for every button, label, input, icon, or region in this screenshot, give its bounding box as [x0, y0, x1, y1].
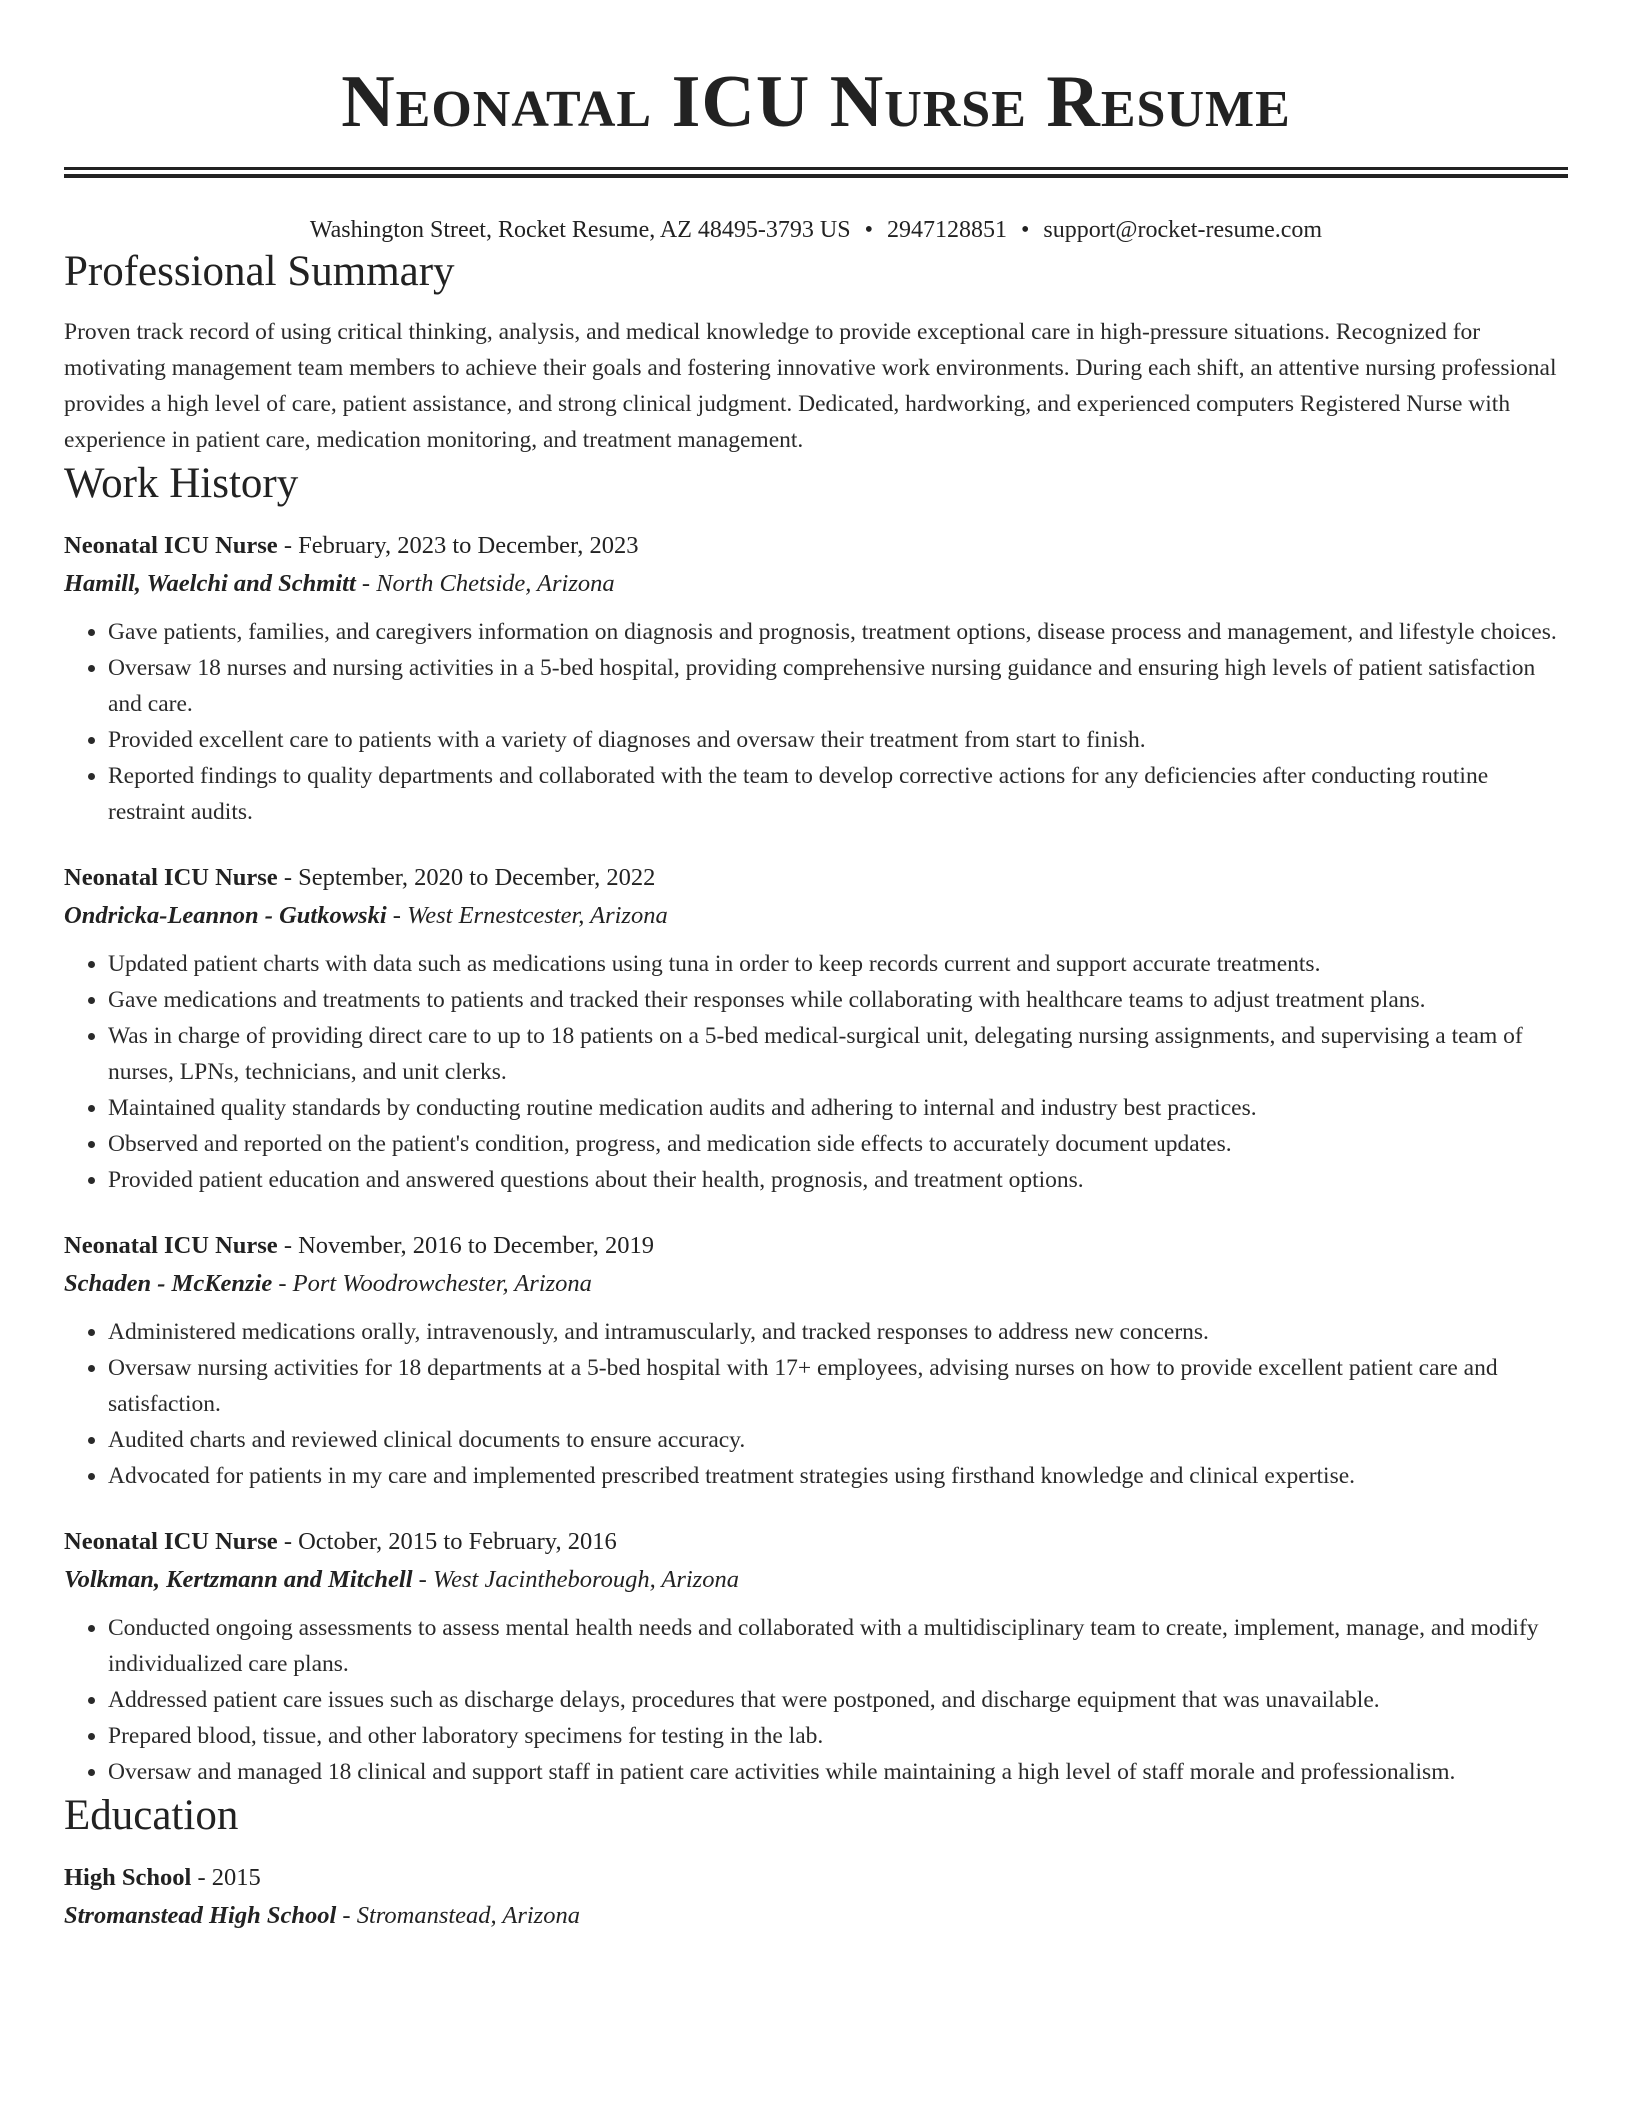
dash-separator: -: [386, 902, 408, 929]
job-bullet: • Was in charge of providing direct care to up to 18 patients on a 5-bed medical-surgical unit, delegating nursing assignments, and supervising a team of nurses, LPNs, technicians, and unit clerks.: [108, 1018, 1568, 1090]
company-name: Schaden - McKenzie: [64, 1270, 273, 1297]
job-bullets: [64, 1610, 1568, 1790]
dash-separator: -: [277, 532, 299, 559]
contact-separator: •: [1021, 217, 1030, 243]
dash-separator: -: [412, 1566, 433, 1593]
school-location: Stromanstead, Arizona: [356, 1902, 580, 1929]
job-entry: [64, 1228, 1568, 1494]
dash-separator: -: [191, 1864, 212, 1891]
degree-name: High School: [64, 1864, 192, 1891]
company-location: West Jacintheborough, Arizona: [432, 1566, 739, 1593]
contact-address: Washington Street, Rocket Resume, AZ 48495-3793 US: [309, 217, 851, 243]
summary-text: Proven track record of using critical thinking, analysis, and medical knowledge to provide exceptional care in high-pressure situations. Recognized for motivating management team members to achieve their goals and fostering innovative work environments. During each shift, an attentive nursing professional provides a high level of care, patient assistance, and strong clinical judgment. Dedicated, hardworking, and experienced computers Registered Nurse with experience in patient care, medication monitoring, and treatment management.: [64, 319, 1557, 453]
job-title: Neonatal ICU Nurse: [64, 1232, 278, 1259]
job-title-line: [64, 860, 1568, 896]
job-dates: October, 2015 to February, 2016: [298, 1528, 617, 1555]
job-bullet: • Oversaw 18 nurses and nursing activities in a 5-bed hospital, providing comprehensive nursing guidance and ensuring high levels of patient satisfaction and care.: [108, 650, 1568, 722]
job-bullet: • Observed and reported on the patient's condition, progress, and medication side effects to accurately document updates.: [108, 1126, 1568, 1162]
dash-separator: -: [277, 1528, 299, 1555]
title-divider: [64, 167, 1568, 178]
job-title: Neonatal ICU Nurse: [64, 864, 278, 891]
school-line: [64, 1896, 1568, 1936]
job-bullets: [64, 614, 1568, 830]
job-bullet: • Prepared blood, tissue, and other laboratory specimens for testing in the lab.: [108, 1718, 1568, 1754]
job-bullet: • Addressed patient care issues such as discharge delays, procedures that were postponed, and discharge equipment that was unavailable.: [108, 1682, 1568, 1718]
company-location: Port Woodrowchester, Arizona: [292, 1270, 592, 1297]
job-bullet: • Provided patient education and answered questions about their health, prognosis, and treatment options.: [108, 1162, 1568, 1198]
contact-phone: 2947128851: [887, 217, 1007, 243]
job-title: Neonatal ICU Nurse: [64, 532, 278, 559]
dash-separator: -: [355, 570, 377, 597]
job-bullet: • Updated patient charts with data such as medications using tuna in order to keep records current and support accurate treatments.: [108, 946, 1568, 982]
job-title-line: [64, 1228, 1568, 1264]
resume-title: Neonatal ICU Nurse Resume: [341, 61, 1291, 143]
job-bullets: [64, 946, 1568, 1198]
job-dates: February, 2023 to December, 2023: [298, 532, 639, 559]
dash-separator: -: [277, 864, 299, 891]
job-dates: November, 2016 to December, 2019: [298, 1232, 655, 1259]
company-location: North Chetside, Arizona: [376, 570, 615, 597]
company-line: [64, 896, 1568, 936]
contact-line: [64, 214, 1568, 246]
company-name: Volkman, Kertzmann and Mitchell: [64, 1566, 413, 1593]
job-bullet: • Gave medications and treatments to patients and tracked their responses while collaborating with healthcare teams to adjust treatment plans.: [108, 982, 1568, 1018]
graduation-year: 2015: [211, 1864, 261, 1891]
company-line: [64, 564, 1568, 604]
job-bullet: • Conducted ongoing assessments to assess mental health needs and collaborated with a multidisciplinary team to create, implement, manage, and modify individualized care plans.: [108, 1610, 1568, 1682]
job-bullet: • Audited charts and reviewed clinical documents to ensure accuracy.: [108, 1422, 1568, 1458]
degree-line: [64, 1860, 1568, 1896]
education-entry: [64, 1860, 1568, 1936]
job-bullet: • Oversaw nursing activities for 18 departments at a 5-bed hospital with 17+ employees, advising nurses on how to provide excellent patient care and satisfaction.: [108, 1350, 1568, 1422]
job-bullet: • Administered medications orally, intravenously, and intramuscularly, and tracked responses to address new concerns.: [108, 1314, 1568, 1350]
job-bullet: • Provided excellent care to patients with a variety of diagnoses and oversaw their treatment from start to finish.: [108, 722, 1568, 758]
job-bullet: • Gave patients, families, and caregivers information on diagnosis and prognosis, treatment options, disease process and management, and lifestyle choices.: [108, 614, 1568, 650]
company-line: [64, 1264, 1568, 1304]
job-bullet: • Maintained quality standards by conducting routine medication audits and adhering to internal and industry best practices.: [108, 1090, 1568, 1126]
dash-separator: -: [277, 1232, 299, 1259]
contact-email: support@rocket-resume.com: [1043, 217, 1323, 243]
job-entry: [64, 860, 1568, 1198]
company-line: [64, 1560, 1568, 1600]
company-name: Ondricka-Leannon - Gutkowski: [64, 902, 387, 929]
job-bullet: • Reported findings to quality departments and collaborated with the team to develop corrective actions for any deficiencies after conducting routine restraint audits.: [108, 758, 1568, 830]
school-name: Stromanstead High School: [64, 1902, 337, 1929]
job-bullets: [64, 1314, 1568, 1494]
summary-heading: Professional Summary: [64, 248, 455, 295]
job-bullet: • Advocated for patients in my care and implemented prescribed treatment strategies using firsthand knowledge and clinical expertise.: [108, 1458, 1568, 1494]
contact-separator: •: [864, 217, 873, 243]
dash-separator: -: [272, 1270, 293, 1297]
company-location: West Ernestcester, Arizona: [407, 902, 668, 929]
job-bullet: • Oversaw and managed 18 clinical and support staff in patient care activities while maintaining a high level of staff morale and professionalism.: [108, 1754, 1568, 1790]
job-title: Neonatal ICU Nurse: [64, 1528, 278, 1555]
job-entry: [64, 1524, 1568, 1790]
work-history-heading: Work History: [64, 460, 299, 507]
job-title-line: [64, 528, 1568, 564]
education-heading: Education: [64, 1792, 239, 1839]
dash-separator: -: [336, 1902, 357, 1929]
job-dates: September, 2020 to December, 2022: [298, 864, 656, 891]
job-entry: [64, 528, 1568, 830]
company-name: Hamill, Waelchi and Schmitt: [64, 570, 356, 597]
job-title-line: [64, 1524, 1568, 1560]
